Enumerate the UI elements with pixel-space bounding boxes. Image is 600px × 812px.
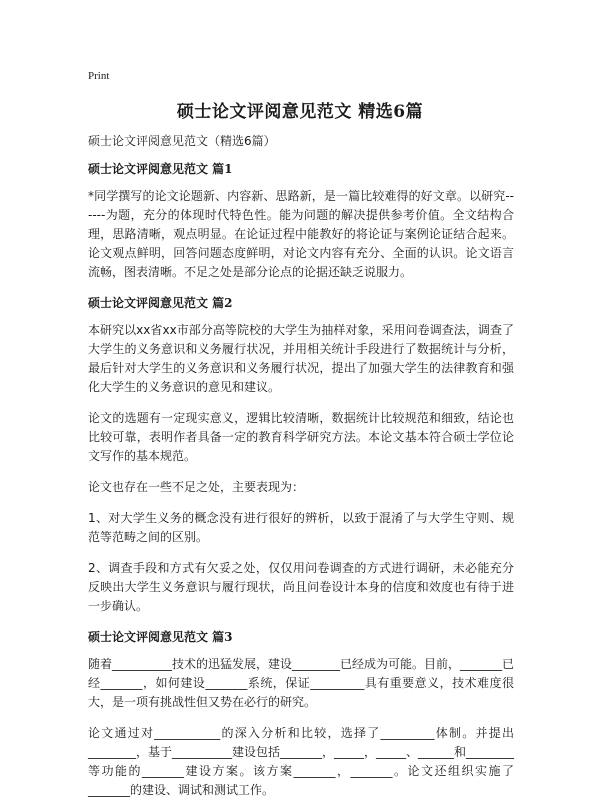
paragraph: 随着__________技术的迅猛发展，建设________已经成为可能。目前，_______已经_______，如何建设_______系统，保证_________具有重要意义，技术难度很大，是一项有挑战性但又势在必行的研究。 [88, 657, 515, 709]
page-title: 硕士论文评阅意见范文 精选6篇 [176, 102, 424, 122]
paragraph: 论文通过对___________的深入分析和比较，选择了_________体制。并提出________，基于__________建设包括_______，_____，_____、______和________等功能的_______建设方案。该方案_______，_______。论文还组织实施了_______的建设、调试和测试工作。 [88, 726, 515, 797]
paragraph: 论文的选题有一定现实意义，逻辑比较清晰，数据统计比较规范和细致，结论也比较可靠，表明作者具备一定的教育科学研究方法。本论文基本符合硕士学位论文写作的基本规范。 [88, 411, 514, 463]
document-subtitle: 硕士论文评阅意见范文（精选6篇） [88, 134, 276, 148]
print-label: Print [88, 70, 110, 82]
paragraph: 论文也存在一些不足之处，主要表现为： [88, 480, 305, 494]
section-heading: 硕士论文评阅意见范文 篇3 [88, 630, 233, 644]
document-body [88, 132, 514, 812]
paragraph: 本研究以xx省xx市部分高等院校的大学生为抽样对象，采用问卷调查法，调查了大学生的义务意识和义务履行状况，并用相关统计手段进行了数据统计与分析，最后针对大学生的义务意识和义务履行状况，提出了加强大学生的法律教育和强化大学生的义务意识的意见和建议。 [88, 323, 514, 394]
paragraph: *同学撰写的论文论题新、内容新、思路新，是一篇比较难得的好文章。以研究------为题，充分的体现时代特色性。能为问题的解决提供参考价值。全文结构合理，思路清晰，观点明显。在论证过程中能教好的将论证与案例论证结合起来。论文观点鲜明，回答问题态度鲜明，对论文内容有充分、全面的认识。论文语言流畅，图表清晰。不足之处是部分论点的论据还缺乏说服力。 [88, 189, 514, 279]
paragraph: 2、调查手段和方式有欠妥之处，仅仅用问卷调查的方式进行调研，未必能充分反映出大学生义务意识与履行现状，尚且问卷设计本身的信度和效度也有待于进一步确认。 [88, 561, 514, 613]
section-heading: 硕士论文评阅意见范文 篇2 [88, 296, 233, 310]
section-heading: 硕士论文评阅意见范文 篇1 [88, 162, 233, 176]
paragraph: 1、对大学生义务的概念没有进行很好的辨析，以致于混淆了与大学生守则、规范等范畴之间的区别。 [88, 511, 514, 544]
